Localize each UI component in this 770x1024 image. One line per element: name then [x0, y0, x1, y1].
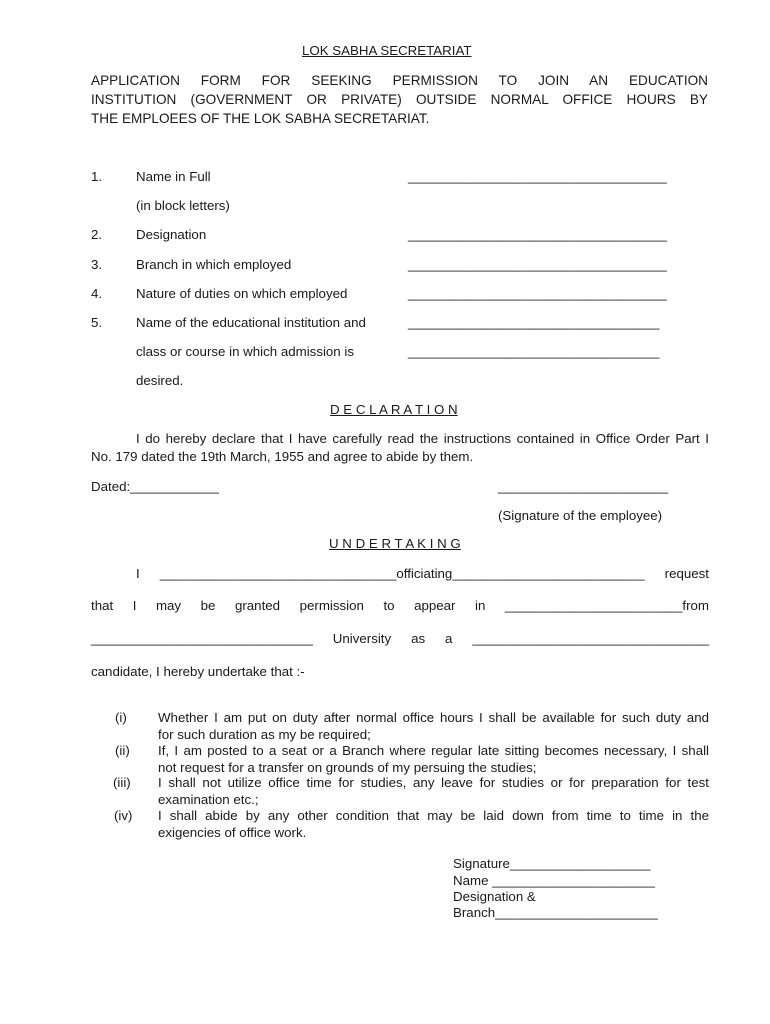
signature-caption: (Signature of the employee)	[498, 508, 663, 523]
item-iv-number: (iv)	[114, 808, 133, 823]
undertaking-heading: U N D E R T A K I N G	[329, 536, 461, 551]
employee-signature-field[interactable]: _______________________	[498, 479, 669, 494]
declaration-line-1: I do hereby declare that I have carefully read the instructions contained in Office Order Part I	[136, 431, 709, 446]
undertaking-line-1[interactable]: I ________________________________officiating__________________________ request	[136, 566, 709, 581]
field-3-number: 3.	[91, 257, 103, 272]
field-1-label: Name in Full	[136, 169, 211, 184]
item-i-number: (i)	[115, 710, 127, 725]
nature-of-duties-field[interactable]: ___________________________________	[408, 286, 667, 301]
form-title-line-3: THE EMPLOEES OF THE LOK SABHA SECRETARIAT.	[91, 111, 430, 126]
form-title	[91, 71, 708, 128]
field-5-number: 5.	[91, 315, 103, 330]
field-5-label-end: desired.	[136, 373, 184, 388]
form-title-line-1: APPLICATION FORM FOR SEEKING PERMISSION TO JOIN AN EDUCATION	[91, 73, 708, 88]
signature-block-signature[interactable]: Signature___________________	[453, 856, 651, 871]
item-ii-number: (ii)	[115, 743, 130, 758]
undertaking-line-3[interactable]: ______________________________ University as a ________________________________	[91, 631, 709, 646]
field-3-label: Branch in which employed	[136, 257, 292, 272]
declaration-line-2: No. 179 dated the 19th March, 1955 and agree to abide by them.	[91, 449, 474, 464]
item-iii-number: (iii)	[113, 775, 131, 790]
branch-field[interactable]: ___________________________________	[408, 257, 667, 272]
signature-block-name[interactable]: Name ______________________	[453, 873, 655, 888]
item-iii: I shall not utilize office time for studies, any leave for studies or for preparation for test examination etc.;	[158, 775, 709, 807]
designation-field[interactable]: ___________________________________	[408, 227, 667, 242]
signature-block-designation: Designation &	[453, 889, 536, 904]
field-4-label: Nature of duties on which employed	[136, 286, 348, 301]
declaration-heading: D E C L A R A T I O N	[330, 402, 458, 417]
course-field[interactable]: __________________________________	[408, 344, 660, 359]
institution-field[interactable]: __________________________________	[408, 315, 660, 330]
field-1-sublabel: (in block letters)	[136, 198, 230, 213]
field-1-number: 1.	[91, 169, 103, 184]
field-5-label: Name of the educational institution and	[136, 315, 366, 330]
field-5-label-cont: class or course in which admission is	[136, 344, 355, 359]
field-2-number: 2.	[91, 227, 103, 242]
name-in-full-field[interactable]: ___________________________________	[408, 169, 667, 184]
signature-block-branch[interactable]: Branch______________________	[453, 905, 658, 920]
undertaking-line-4: candidate, I hereby undertake that :-	[91, 664, 305, 679]
item-iv: I shall abide by any other condition that may be laid down from time to time in the exigencies of office work.	[158, 808, 709, 840]
undertaking-line-2[interactable]: that I may be granted permission to appear in ________________________from	[91, 598, 709, 613]
secretariat-heading: LOK SABHA SECRETARIAT	[302, 43, 472, 58]
dated-field[interactable]: Dated:____________	[91, 479, 219, 494]
field-2-label: Designation	[136, 227, 207, 242]
item-i: Whether I am put on duty after normal office hours I shall be available for such duty and for such duration as my be required;	[158, 710, 709, 742]
item-ii: If, I am posted to a seat or a Branch where regular late sitting becomes necessary, I shall not request for a transfer on grounds of my persuing the studies;	[158, 743, 709, 775]
form-title-line-2: INSTITUTION (GOVERNMENT OR PRIVATE) OUTSIDE NORMAL OFFICE HOURS BY	[91, 92, 708, 107]
field-4-number: 4.	[91, 286, 103, 301]
